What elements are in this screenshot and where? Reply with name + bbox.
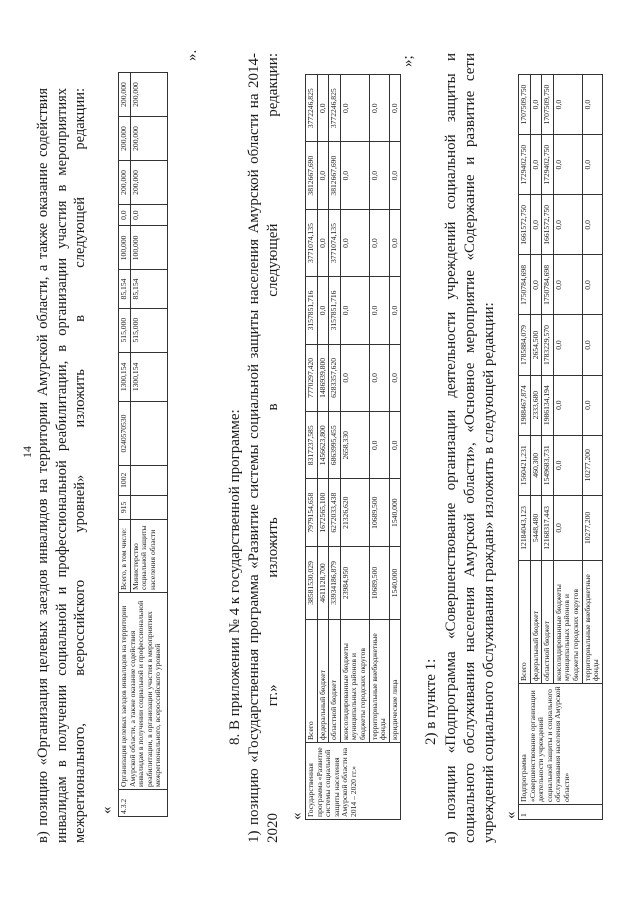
value-cell: 200,000 (130, 117, 167, 161)
row-label: федеральный бюджет (530, 561, 542, 684)
value-cell: 0,0 (582, 315, 602, 375)
value-cell: 0,0 (389, 142, 401, 209)
value-cell: 0,0 (389, 209, 401, 276)
table-4-3-2 (118, 72, 168, 817)
row-label: территориальные внебюджетные фонды (582, 561, 602, 684)
value-cell: 0,0 (553, 495, 582, 560)
value-cell: 3771074,135 (329, 209, 341, 276)
value-cell: 3157851,716 (306, 277, 318, 344)
value-cell: 10689,500 (369, 479, 389, 546)
value-cell: 0,0 (119, 204, 131, 225)
value-cell: 0,0 (530, 75, 542, 135)
row-number: 1 (519, 805, 603, 820)
paragraph-v: в) позицию «Организация целевых заездов инвалидов на территории Амурской области, а также оказание содействия инвалидам в получении социальной и профессиональной реабилитации, в организации участия в мероприятиях межрегионального, всероссийского уровней» изложить в следующей редакции: (35, 88, 88, 843)
value-cell: 1672565,100 (317, 479, 329, 546)
value-cell: 1540,000 (389, 479, 401, 546)
value-cell: 85,154 (130, 270, 167, 308)
value-cell: 85,154 (119, 270, 131, 308)
value-cell: 0,0 (369, 344, 389, 411)
table-row (389, 75, 401, 820)
value-cell: 0,0 (553, 375, 582, 435)
table-row (306, 75, 318, 820)
executor-cell: Министерство социальной защиты населения области (130, 520, 167, 593)
heading-2: 2) в пункте 1: (423, 658, 439, 745)
value-cell: 1549683,731 (542, 435, 554, 495)
value-cell: 1750784,698 (542, 255, 554, 315)
code-cell: 0240570530 (119, 402, 131, 466)
value-cell: 0,0 (317, 75, 329, 142)
value-cell: 100,000 (130, 226, 167, 270)
code-cell: 915 (119, 495, 131, 519)
value-cell: 0,0 (340, 344, 369, 411)
value-cell: 23984,950 (340, 546, 369, 619)
value-cell: 3772246,825 (329, 75, 341, 142)
value-cell: 0,0 (553, 435, 582, 495)
value-cell: 1456623,800 (317, 412, 329, 479)
value-cell: 0,0 (553, 195, 582, 255)
value-cell: 38581530,029 (306, 546, 318, 619)
table-row (340, 75, 369, 820)
value-cell: 5448,480 (530, 495, 542, 560)
quote-close: »; (400, 55, 416, 67)
value-cell: 1707509,750 (519, 75, 531, 135)
row-label: консолидированные бюджеты муниципальных районов и бюджеты городских округов (340, 620, 369, 743)
value-cell: 7770297,420 (306, 344, 318, 411)
value-cell: 0,0 (553, 135, 582, 195)
value-cell: 1750784,698 (519, 255, 531, 315)
row-label: областной бюджет (542, 561, 554, 684)
value-cell: 200,000 (119, 160, 131, 204)
value-cell: 1540,000 (389, 546, 401, 619)
value-cell: 200,000 (130, 160, 167, 204)
value-cell: 0,0 (582, 255, 602, 315)
value-cell: 2333,680 (530, 375, 542, 435)
table-subprogram (518, 74, 603, 820)
value-cell: 1560421,231 (519, 435, 531, 495)
value-cell: 0,0 (389, 344, 401, 411)
value-cell: 4611128,700 (317, 546, 329, 619)
value-cell: 2654,500 (530, 315, 542, 375)
value-cell: 12168317,443 (542, 495, 554, 560)
value-cell: 12184043,123 (519, 495, 531, 560)
value-cell: 0,0 (582, 375, 602, 435)
table-row (317, 75, 329, 820)
value-cell: 0,0 (130, 204, 167, 225)
value-cell: 0,0 (369, 209, 389, 276)
value-cell: 0,0 (317, 209, 329, 276)
value-cell: 0,0 (369, 75, 389, 142)
value-cell: 6283357,620 (329, 344, 341, 411)
value-cell: 1783229,570 (542, 315, 554, 375)
value-cell: 0,0 (340, 75, 369, 142)
row-name: Подпрограмма «Совершенствование организации деятельности учреждений социальной защиты и социального обслуживания населения Амурской области» (519, 684, 603, 805)
value-cell: 7979154,658 (306, 479, 318, 546)
value-cell: 3157851,716 (329, 277, 341, 344)
value-cell: 0,0 (369, 277, 389, 344)
row-label: Всего (519, 561, 531, 684)
value-cell: 6863995,455 (329, 412, 341, 479)
row-name: Государственная программа «Развитие системы социальной защиты населения Амурской области на 2014 – 2020 гг.» (306, 743, 401, 820)
value-cell: 1707509,750 (542, 75, 554, 135)
value-cell: 33934186,879 (329, 546, 341, 619)
value-cell: 1729402,750 (519, 135, 531, 195)
value-cell: 10277,200 (582, 495, 602, 560)
value-cell: 515,000 (119, 308, 131, 352)
value-cell: 3771074,135 (306, 209, 318, 276)
value-cell: 0,0 (553, 75, 582, 135)
value-cell: 3812667,690 (329, 142, 341, 209)
value-cell: 0,0 (530, 135, 542, 195)
value-cell: 0,0 (582, 195, 602, 255)
value-cell: 0,0 (340, 277, 369, 344)
value-cell: 21326,620 (340, 479, 369, 546)
row-label: консолидированные бюджеты муниципальных районов и бюджеты городских округов (553, 561, 582, 684)
value-cell: 0,0 (317, 142, 329, 209)
value-cell: 0,0 (553, 315, 582, 375)
value-cell: 0,0 (530, 195, 542, 255)
value-cell: 3812667,690 (306, 142, 318, 209)
table-state-program (305, 74, 401, 820)
value-cell: 100,000 (119, 226, 131, 270)
row-label: Всего (306, 620, 318, 743)
value-cell: 1986134,194 (542, 375, 554, 435)
value-cell: 0,0 (340, 209, 369, 276)
heading-8: 8. В приложении № 4 к государственной программе: (227, 409, 243, 745)
row-name: Организация целевых заездов инвалидов на территории Амурской области, а также оказание содействия инвалидам в получении социальной и профессиональной реабилитации, в организации участия в мероприятиях межрегионального, всероссийского уровней (119, 593, 168, 790)
code-cell: 1002 (119, 465, 131, 495)
row-label: областной бюджет (329, 620, 341, 743)
value-cell: 0,0 (340, 142, 369, 209)
row-label: юридические лица (389, 620, 401, 743)
value-cell: 0,0 (317, 277, 329, 344)
paragraph-a: а) позиции «Подпрограмма «Совершенствование организации деятельности учреждений социальной защиты и социального обслуживания населения Амурской области», «Основное мероприятие «Содержание и развитие сети учреждений социального обслуживания граждан» изложить в следующей редакции: (443, 53, 497, 843)
value-cell: 0,0 (582, 75, 602, 135)
page-number: 14 (20, 446, 34, 458)
row-label: федеральный бюджет (317, 620, 329, 743)
value-cell: 10689,500 (369, 546, 389, 619)
quote-open: « (289, 812, 305, 820)
table-row (119, 73, 131, 817)
value-cell: 200,000 (130, 73, 167, 117)
value-cell: 3772246,825 (306, 75, 318, 142)
value-cell: 1785884,079 (519, 315, 531, 375)
value-cell: 2658,330 (340, 412, 369, 479)
total-label: Всего, в том числе: (119, 520, 131, 593)
value-cell: 10277,200 (582, 435, 602, 495)
value-cell: 0,0 (369, 412, 389, 479)
heading-8-item-1: 1) позицию «Государственная программа «Развитие системы социальной защиты населения Амурской области на 2014-2020 гг.» изложить в следующей редакции: (246, 53, 281, 843)
value-cell: 1661572,750 (542, 195, 554, 255)
value-cell: 0,0 (553, 255, 582, 315)
value-cell: 1661572,750 (519, 195, 531, 255)
value-cell: 6272033,438 (329, 479, 341, 546)
quote-close: ». (184, 49, 200, 61)
value-cell: 0,0 (369, 142, 389, 209)
value-cell: 1486939,800 (317, 344, 329, 411)
value-cell: 200,000 (119, 117, 131, 161)
quote-open: « (503, 811, 519, 819)
row-number: 4.3.2 (119, 790, 168, 817)
value-cell: 1300,154 (130, 352, 167, 402)
value-cell: 0,0 (389, 412, 401, 479)
row-label: территориальные внебюджетные фонды (369, 620, 389, 743)
value-cell: 460,300 (530, 435, 542, 495)
quote-open: « (99, 806, 115, 814)
value-cell: 0,0 (582, 135, 602, 195)
value-cell: 8317237,585 (306, 412, 318, 479)
value-cell: 200,000 (119, 73, 131, 117)
value-cell: 1300,154 (119, 352, 131, 402)
value-cell: 515,000 (130, 308, 167, 352)
value-cell: 1988467,874 (519, 375, 531, 435)
table-row (519, 75, 531, 820)
value-cell: 0,0 (530, 255, 542, 315)
value-cell: 1729402,750 (542, 135, 554, 195)
table-row (329, 75, 341, 820)
value-cell: 0,0 (389, 277, 401, 344)
table-row (369, 75, 389, 820)
value-cell: 0,0 (389, 75, 401, 142)
